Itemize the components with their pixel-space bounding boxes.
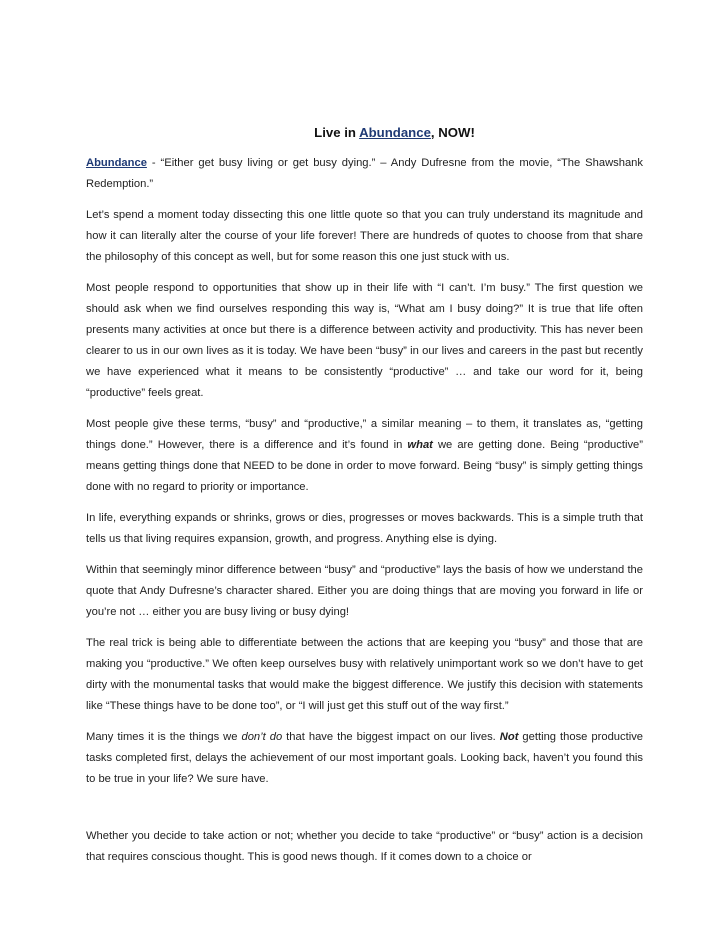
document-page [86,121,643,878]
document-title [86,121,643,145]
p4-before: Most people give these terms, “busy” and “productive,” a similar meaning – to them, it translates as, “getting things done.” However, there is a difference and it’s found in [86,418,643,451]
p4-after: we are getting done. Being “productive” means getting things done that NEED to be done in order to move forward. Being “busy” is simply getting things done with no regard to priority or importance. [86,439,643,493]
p8-before: Many times it is the things we [86,731,242,743]
paragraph-dissecting: Let’s spend a moment today dissecting this one little quote so that you can truly understand its magnitude and how it can literally alter the course of your life forever! There are hundreds of quotes to choose from that share the philosophy of this concept as well, but for some reason this one just stuck with us. [86,209,643,263]
p8-emphasis-dont-do: don’t do [241,731,283,743]
p8-middle: that have the biggest impact on our lives. [282,731,500,743]
title-prefix: Live in [314,125,360,140]
paragraph-real-trick: The real trick is being able to differentiate between the actions that are keeping you “busy” and those that are making you “productive.” We often keep ourselves busy with relatively unimportant work so we don’t have to get dirty with the monumental tasks that would make the biggest difference. We justify this decision with statements like “These things have to be done too”, or “I will just get this stuff out of the way first.” [86,637,643,712]
paragraph-decision: Whether you decide to take action or not; whether you decide to take “productive” or “busy” action is a decision that requires conscious thought. This is good news though. If it comes down to a choice or [86,830,643,863]
p8-emphasis-not: Not [499,731,519,743]
abundance-keyword-link[interactable]: Abundance [86,157,147,169]
paragraph-busy-response: Most people respond to opportunities that show up in their life with “I can’t. I’m busy.” The first question we should ask when we find ourselves responding this way is, “What am I busy doing?” It is true that life often presents many activities at once but there is a difference between activity and productivity. This has never been clearer to us in our own lives as it is today. We have been “busy” in our lives and careers in the past but recently we have experienced what it means to be consistently “productive” … and take our word for it, being “productive” feels great. [86,282,643,399]
quote-text: - “Either get busy living or get busy dying.” – Andy Dufresne from the movie, “The Shawshank Redemption.” [86,157,643,190]
paragraph-spacer [86,800,643,826]
paragraph-dont-do [86,727,643,790]
title-keyword-link[interactable]: Abundance [359,125,431,140]
paragraph-life-expands: In life, everything expands or shrinks, grows or dies, progresses or moves backwards. This is a simple truth that tells us that living requires expansion, growth, and progress. Anything else is dying. [86,512,643,545]
p8-after: getting those productive tasks completed first, delays the achievement of our most important goals. Looking back, haven’t you found this to be true in your life? We sure have. [86,731,644,785]
paragraph-busy-vs-productive [86,414,643,498]
p4-emphasis-what: what [407,439,433,451]
paragraph-quote [86,153,643,195]
paragraph-minor-difference: Within that seemingly minor difference between “busy” and “productive” lays the basis of how we understand the quote that Andy Dufresne’s character shared. Either you are doing things that are moving you forward in life or you’re not … either you are busy living or busy dying! [86,564,643,618]
title-suffix: , NOW! [430,125,475,140]
